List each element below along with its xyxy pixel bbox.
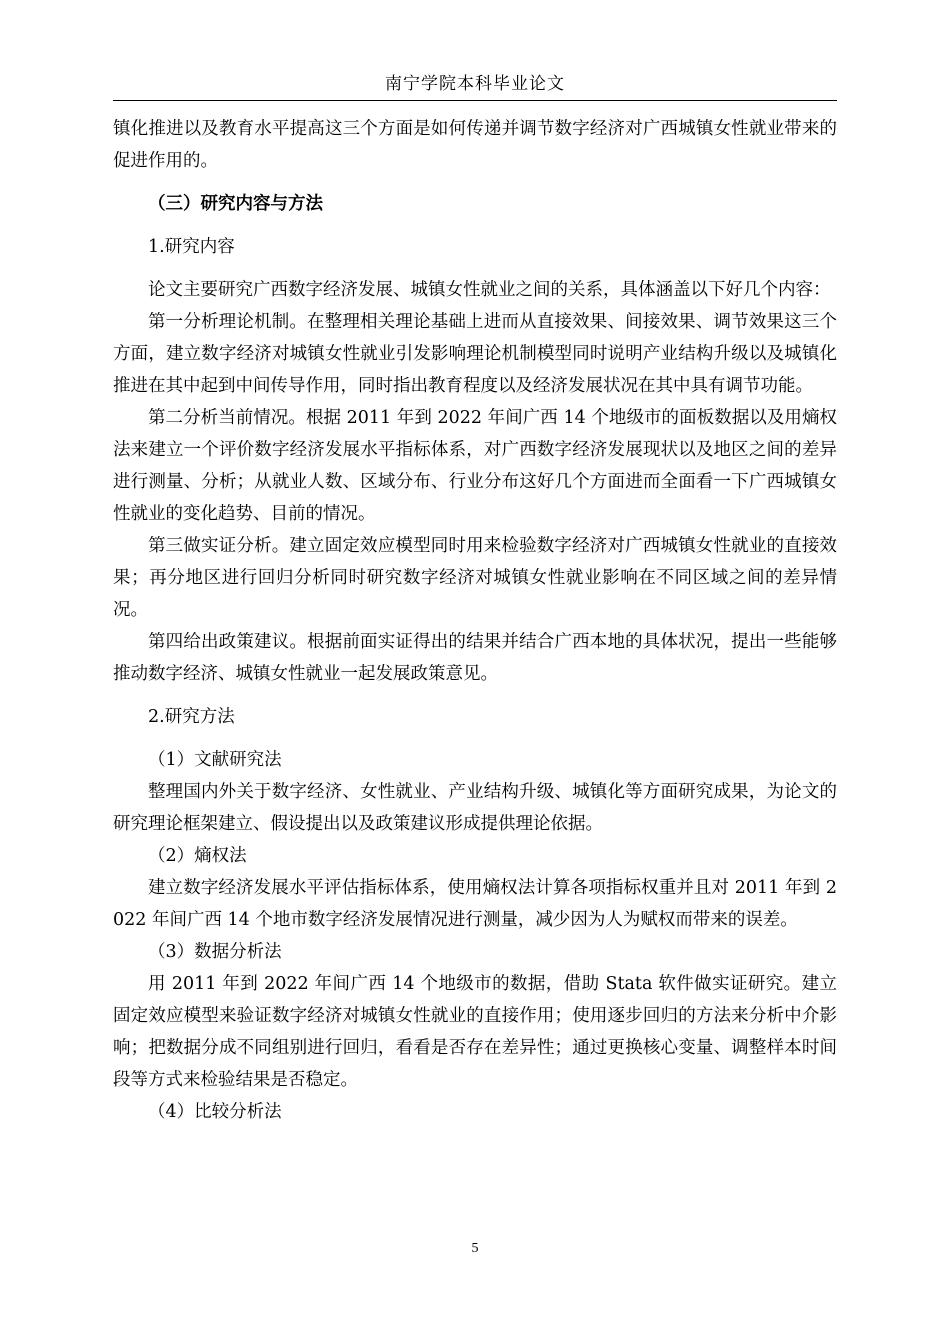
- running-header: 南宁学院本科毕业论文: [385, 74, 565, 94]
- paragraph-theory: 第一分析理论机制。在整理相关理论基础上进而从直接效果、间接效果、调节效果这三个方面，建立数字经济对城镇女性就业引发影响理论机制模型同时说明产业结构升级以及城镇化推进在其中起到中间传导作用，同时指出教育程度以及经济发展状况在其中具有调节功能。: [113, 312, 837, 396]
- paragraph-continuation: 镇化推进以及教育水平提高这三个方面是如何传递并调节数字经济对广西城镇女性就业带来的促进作用的。: [113, 119, 837, 171]
- method-heading-comparative: （4）比较分析法: [148, 1102, 282, 1122]
- paragraph-current-situation: 第二分析当前情况。根据 2011 年到 2022 年间广西 14 个地级市的面板数据以及用熵权法来建立一个评价数字经济发展水平指标体系，对广西数字经济发展现状以及地区之间的差异进行测量、分析；从就业人数、区域分布、行业分布这好几个方面进而全面看一下广西城镇女性就业的变化趋势、目前的情况。: [113, 408, 837, 524]
- method-heading-entropy: （2）熵权法: [148, 846, 247, 866]
- method-text-data-analysis: 用 2011 年到 2022 年间广西 14 个地级市的数据，借助 Stata 软件做实证研究。建立固定效应模型来验证数字经济对城镇女性就业的直接作用；使用逐步回归的方法来分析中介影响；把数据分成不同组别进行回归，看看是否存在差异性；通过更换核心变量、调整样本时间段等方式来检验结果是否稳定。: [113, 974, 837, 1090]
- page-body: [113, 113, 837, 1128]
- method-text-literature: 整理国内外关于数字经济、女性就业、产业结构升级、城镇化等方面研究成果，为论文的研究理论框架建立、假设提出以及政策建议形成提供理论依据。: [113, 782, 837, 834]
- method-text-entropy: 建立数字经济发展水平评估指标体系，使用熵权法计算各项指标权重并且对 2011 年到 2022 年间广西 14 个地市数字经济发展情况进行测量，减少因为人为赋权而带来的误差。: [113, 878, 837, 930]
- paragraph-policy: 第四给出政策建议。根据前面实证得出的结果并结合广西本地的具体状况，提出一些能够推动数字经济、城镇女性就业一起发展政策意见。: [113, 632, 837, 684]
- section-heading: （三）研究内容与方法: [148, 194, 323, 214]
- method-heading-data-analysis: （3）数据分析法: [148, 942, 282, 962]
- paragraph-overview: 论文主要研究广西数字经济发展、城镇女性就业之间的关系，具体涵盖以下好几个内容：: [148, 280, 831, 300]
- paragraph-empirical: 第三做实证分析。建立固定效应模型同时用来检验数字经济对广西城镇女性就业的直接效果；再分地区进行回归分析同时研究数字经济对城镇女性就业影响在不同区域之间的差异情况。: [113, 536, 837, 620]
- method-heading-literature: （1）文献研究法: [148, 750, 282, 770]
- subsection-heading-research-methods: 2.研究方法: [148, 707, 235, 727]
- subsection-heading-research-content: 1.研究内容: [148, 237, 235, 257]
- page-number: 5: [471, 1241, 479, 1256]
- header-rule: [113, 100, 837, 101]
